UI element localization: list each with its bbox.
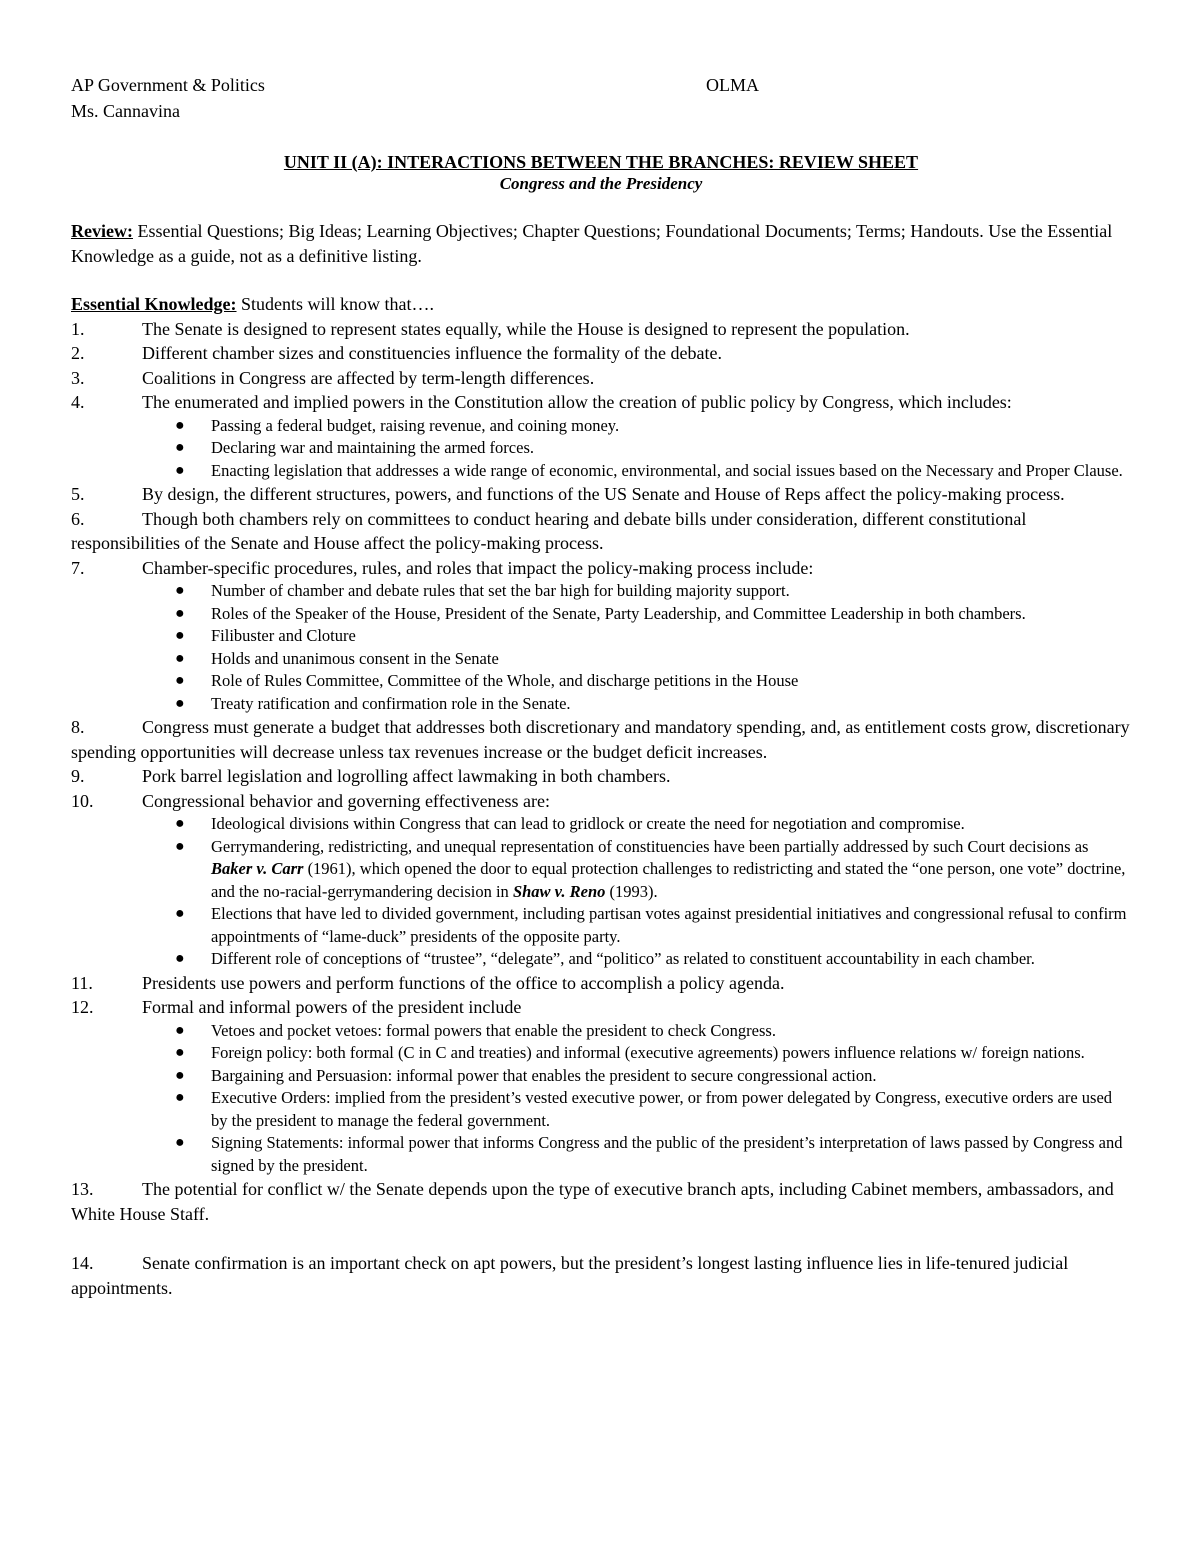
sub-list <box>71 415 1131 483</box>
sub-list-item <box>71 693 1131 716</box>
item-number: 13. <box>71 1179 94 1199</box>
bullet-icon: ● <box>175 604 185 622</box>
sub-item-text: Roles of the Speaker of the House, President of the Senate, Party Leadership, and Committee Leadership in both chambers. <box>211 603 1026 623</box>
bullet-icon: ● <box>175 1134 185 1151</box>
list-item <box>71 556 1131 716</box>
sub-list-item <box>71 460 1131 483</box>
sub-item-text: Holds and unanimous consent in the Senate <box>211 648 499 668</box>
bullet-icon: ● <box>175 439 185 456</box>
bullet-icon: ● <box>175 1089 185 1106</box>
item-text: The Senate is designed to represent states equally, while the House is designed to represent the population. <box>142 318 910 339</box>
sub-list-item <box>71 836 1131 904</box>
sub-item-text: Vetoes and pocket vetoes: formal powers that enable the president to check Congress. <box>211 1020 776 1040</box>
essential-knowledge-intro: Students will know that…. <box>236 294 435 314</box>
item-text: The enumerated and implied powers in the Constitution allow the creation of public policy by Congress, which includes: <box>142 392 1012 412</box>
sub-item-text: Declaring war and maintaining the armed forces. <box>211 438 534 457</box>
item-text: The potential for conflict w/ the Senate depends upon the type of executive branch apts, including Cabinet members, ambassadors, and White House Staff. <box>71 1179 1114 1224</box>
bullet-icon: ● <box>175 905 185 922</box>
item-text: Coalitions in Congress are affected by term-length differences. <box>142 367 595 388</box>
sub-item-text: Foreign policy: both formal (C in C and treaties) and informal (executive agreements) powers influence relations w/ foreign nations. <box>211 1043 1085 1062</box>
item-text: Congressional behavior and governing effectiveness are: <box>142 790 551 811</box>
court-case: Baker v. Carr <box>211 859 304 878</box>
sub-item-text: Enacting legislation that addresses a wide range of economic, environmental, and social issues based on the Necessary and Proper Clause. <box>211 460 1123 480</box>
review-label: Review: <box>71 221 133 241</box>
item-text: Senate confirmation is an important check on apt powers, but the president’s longest lasting influence lies in life-tenured judicial appointments. <box>71 1253 1069 1298</box>
sub-item-text: (1993). <box>605 881 658 901</box>
essential-knowledge-heading <box>71 292 1131 317</box>
item-number: 14. <box>71 1253 94 1273</box>
list-item <box>71 317 1131 342</box>
item-text: Chamber-specific procedures, rules, and roles that impact the policy-making process include: <box>142 557 814 578</box>
sub-item-text: (1961), which opened the door to equal protection challenges to redistricting and stated the “one person, one vote” doctrine, and the no-racial-gerrymandering decision in <box>211 859 1126 901</box>
sub-list-item <box>71 1065 1131 1088</box>
bullet-icon: ● <box>175 815 185 832</box>
sub-item-text: Role of Rules Committee, Committee of the Whole, and discharge petitions in the House <box>211 671 799 690</box>
sub-item-text: Treaty ratification and confirmation role in the Senate. <box>211 693 571 713</box>
item-number: 3. <box>71 367 85 388</box>
list-item <box>71 715 1131 764</box>
sub-list-item <box>71 948 1131 971</box>
item-text: Different chamber sizes and constituencies influence the formality of the debate. <box>142 343 722 363</box>
essential-knowledge-label: Essential Knowledge: <box>71 294 237 314</box>
sub-list-item <box>71 1087 1131 1132</box>
item-text: Presidents use powers and perform functions of the office to accomplish a policy agenda. <box>142 972 785 993</box>
bullet-icon: ● <box>175 649 185 667</box>
sub-list-item <box>71 625 1131 648</box>
sub-list-item <box>71 1020 1131 1043</box>
bullet-icon: ● <box>175 627 185 644</box>
sub-item-text: Bargaining and Persuasion: informal power that enables the president to secure congressional action. <box>211 1065 877 1085</box>
bullet-icon: ● <box>175 950 185 967</box>
review-paragraph <box>71 219 1131 268</box>
course-code: OLMA <box>706 75 759 95</box>
page-subtitle: Congress and the Presidency <box>499 174 703 193</box>
item-number: 10. <box>71 790 94 811</box>
item-number: 8. <box>71 717 85 737</box>
item-number: 11. <box>71 972 93 993</box>
item-number: 12. <box>71 997 94 1017</box>
item-text: By design, the different structures, powers, and functions of the US Senate and House of Reps affect the policy-making process. <box>142 484 1065 504</box>
list-item <box>71 789 1131 971</box>
bullet-icon: ● <box>175 416 185 434</box>
sub-list-item <box>71 903 1131 948</box>
bullet-icon: ● <box>175 1066 185 1084</box>
court-case: Shaw v. Reno <box>512 881 606 901</box>
bullet-icon: ● <box>175 837 185 855</box>
sub-list-item <box>71 813 1131 836</box>
bullet-icon: ● <box>175 672 185 689</box>
sub-item-text: Number of chamber and debate rules that set the bar high for building majority support. <box>211 581 790 600</box>
item-text: Though both chambers rely on committees to conduct hearing and debate bills under consideration, different constitutional responsibilities of the Senate and House affect the policy-making process. <box>71 508 1027 553</box>
sub-list <box>71 1020 1131 1178</box>
sub-list-item <box>71 437 1131 460</box>
list-item <box>71 390 1131 482</box>
item-text: Formal and informal powers of the president include <box>142 997 522 1017</box>
sub-item-text: Signing Statements: informal power that informs Congress and the public of the president’s interpretation of laws passed by Congress and signed by the president. <box>211 1133 1123 1175</box>
sub-list-item <box>71 415 1131 438</box>
item-number: 7. <box>71 557 85 578</box>
sub-item-text: Elections that have led to divided government, including partisan votes against presidential initiatives and congressional refusal to confirm appointments of “lame-duck” presidents of the opposite party. <box>211 904 1127 946</box>
course-name: AP Government & Politics <box>71 75 265 95</box>
sub-item-text: Different role of conceptions of “trustee”, “delegate”, and “politico” as related to constituent accountability in each chamber. <box>211 949 1035 968</box>
sub-list-item <box>71 580 1131 603</box>
list-item <box>71 366 1131 391</box>
sub-list <box>71 580 1131 715</box>
item-number: 1. <box>71 318 85 339</box>
document-page <box>71 72 1131 1300</box>
list-item <box>71 1177 1131 1226</box>
list-item <box>71 507 1131 556</box>
bullet-icon: ● <box>175 582 185 599</box>
bullet-icon: ● <box>175 694 185 712</box>
bullet-icon: ● <box>175 1021 185 1039</box>
page-title: UNIT II (A): INTERACTIONS BETWEEN THE BRANCHES: REVIEW SHEET <box>283 152 919 172</box>
sub-item-text: Passing a federal budget, raising revenue, and coining money. <box>211 415 620 435</box>
item-number: 6. <box>71 508 85 529</box>
list-item <box>71 971 1131 996</box>
sub-list-item <box>71 648 1131 671</box>
item-number: 5. <box>71 484 85 504</box>
item-number: 4. <box>71 392 85 412</box>
list-item <box>71 341 1131 366</box>
sub-list-item <box>71 670 1131 693</box>
sub-list <box>71 813 1131 971</box>
sub-list-item <box>71 1132 1131 1177</box>
list-item <box>71 995 1131 1177</box>
list-item <box>71 482 1131 507</box>
sub-item-text: Filibuster and Cloture <box>211 626 356 645</box>
sub-list-item <box>71 1042 1131 1065</box>
sub-list-item <box>71 603 1131 626</box>
list-item <box>71 1251 1131 1300</box>
essential-knowledge-list <box>71 317 1131 1301</box>
teacher-name: Ms. Cannavina <box>71 101 180 121</box>
bullet-icon: ● <box>175 461 185 479</box>
list-item <box>71 764 1131 789</box>
document-header <box>71 72 1131 124</box>
item-number: 9. <box>71 766 85 786</box>
item-text: Congress must generate a budget that addresses both discretionary and mandatory spending, and, as entitlement costs grow, discretionary spending opportunities will decrease unless tax revenues increase or the budget deficit increases. <box>71 717 1130 762</box>
sub-item-text: Executive Orders: implied from the president’s vested executive power, or from power delegated by Congress, executive orders are used by the president to manage the federal government. <box>211 1088 1113 1130</box>
bullet-icon: ● <box>175 1044 185 1061</box>
item-text: Pork barrel legislation and logrolling affect lawmaking in both chambers. <box>142 766 671 786</box>
sub-item-text: Gerrymandering, redistricting, and unequal representation of constituencies have been partially addressed by such Court decisions as <box>211 836 1089 856</box>
review-text: Essential Questions; Big Ideas; Learning Objectives; Chapter Questions; Foundational Documents; Terms; Handouts. Use the Essential Knowledge as a guide, not as a definitive listing. <box>71 221 1113 266</box>
sub-item-text: Ideological divisions within Congress that can lead to gridlock or create the need for negotiation and compromise. <box>211 814 965 833</box>
item-number: 2. <box>71 343 85 363</box>
